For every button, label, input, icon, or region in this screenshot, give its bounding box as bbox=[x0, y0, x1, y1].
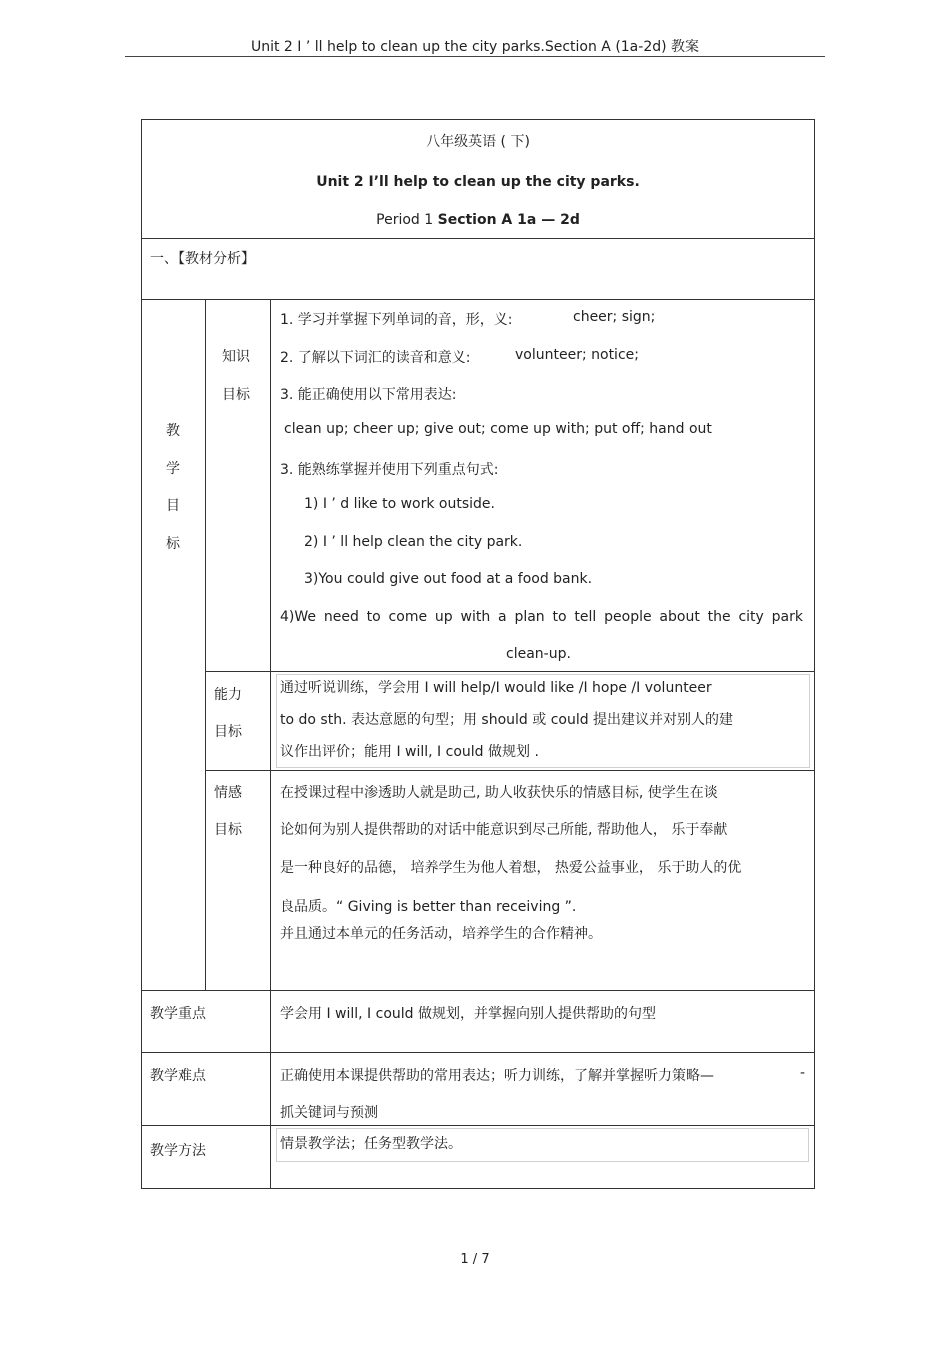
knowledge-item-1: 1. 学习并掌握下列单词的音，形，义: bbox=[280, 312, 513, 328]
knowledge-item-2: 2. 了解以下词汇的读音和意义: bbox=[280, 350, 471, 366]
period-title bbox=[141, 212, 815, 228]
page-header: Unit 2 I ’ ll help to clean up the city parks.Section A (1a-2d) 教案 bbox=[250, 39, 700, 55]
goals-label-char-4: 标 bbox=[166, 536, 180, 552]
section-heading: 一、【教材分析】 bbox=[150, 251, 255, 267]
period-prefix: Period 1 bbox=[376, 212, 438, 228]
grade-title: 八年级英语 ( 下) bbox=[426, 134, 530, 150]
knowledge-item-4: 3. 能熟练掌握并使用下列重点句式: bbox=[280, 462, 499, 478]
knowledge-item-2-words: volunteer; notice; bbox=[515, 347, 639, 363]
difficulties-line-1: 正确使用本课提供帮助的常用表达；听力训练，了解并掌握听力策略— bbox=[280, 1068, 714, 1084]
methods-content: 情景教学法；任务型教学法。 bbox=[280, 1136, 462, 1152]
header-rule bbox=[125, 56, 825, 57]
difficulties-dash: - bbox=[800, 1065, 806, 1081]
goals-label-char-3: 目 bbox=[166, 498, 180, 514]
key-points-label: 教学重点 bbox=[150, 1006, 206, 1022]
emotion-line-4: 良品质。“ Giving is better than receiving ”. bbox=[280, 899, 577, 915]
ability-label-1: 能力 bbox=[214, 687, 242, 703]
key-points-content: 学会用 I will, I could 做规划，并掌握向别人提供帮助的句型 bbox=[280, 1006, 656, 1022]
sentence-3: 3)You could give out food at a food bank. bbox=[304, 571, 593, 587]
difficulties-label: 教学难点 bbox=[150, 1068, 206, 1084]
knowledge-item-1-words: cheer; sign; bbox=[573, 309, 656, 325]
emotion-line-1: 在授课过程中渗透助人就是助己, 助人收获快乐的情感目标, 使学生在谈 bbox=[280, 785, 718, 801]
knowledge-label-1: 知识 bbox=[222, 349, 250, 365]
ability-line-1: 通过听说训练，学会用 I will help/I would like /I hope /I volunteer bbox=[280, 680, 712, 696]
emotion-line-3: 是一种良好的品德， 培养学生为他人着想， 热爱公益事业， 乐于助人的优 bbox=[280, 860, 742, 876]
ability-line-2: to do sth. 表达意愿的句型；用 should 或 could 提出建议并对别人的建 bbox=[280, 712, 734, 728]
goals-label-char-2: 学 bbox=[166, 461, 180, 477]
sentence-4-cont: clean-up. bbox=[506, 646, 571, 662]
unit-title: Unit 2 I’ll help to clean up the city parks. bbox=[316, 174, 640, 190]
knowledge-expressions: clean up; cheer up; give out; come up with; put off; hand out bbox=[284, 421, 712, 437]
knowledge-item-3: 3. 能正确使用以下常用表达: bbox=[280, 387, 457, 403]
methods-label: 教学方法 bbox=[150, 1143, 206, 1159]
knowledge-label-2: 目标 bbox=[222, 387, 250, 403]
emotion-label-1: 情感 bbox=[214, 785, 242, 801]
sentence-1: 1) I ’ d like to work outside. bbox=[304, 496, 495, 512]
sentence-2: 2) I ’ ll help clean the city park. bbox=[304, 534, 523, 550]
emotion-line-2: 论如何为别人提供帮助的对话中能意识到尽己所能, 帮助他人， 乐于奉献 bbox=[280, 822, 728, 838]
sentence-4: 4)We need to come up with a plan to tell people about the city park bbox=[280, 609, 803, 625]
period-section: Section A 1a — 2d bbox=[437, 212, 580, 228]
emotion-line-5: 并且通过本单元的任务活动，培养学生的合作精神。 bbox=[280, 926, 602, 942]
page-number: 1 / 7 bbox=[460, 1252, 490, 1267]
ability-line-3: 议作出评价；能用 I will, I could 做规划 . bbox=[280, 744, 539, 760]
emotion-label-2: 目标 bbox=[214, 822, 242, 838]
goals-label-char-1: 教 bbox=[166, 423, 180, 439]
ability-label-2: 目标 bbox=[214, 724, 242, 740]
difficulties-line-2: 抓关键词与预测 bbox=[280, 1105, 378, 1121]
